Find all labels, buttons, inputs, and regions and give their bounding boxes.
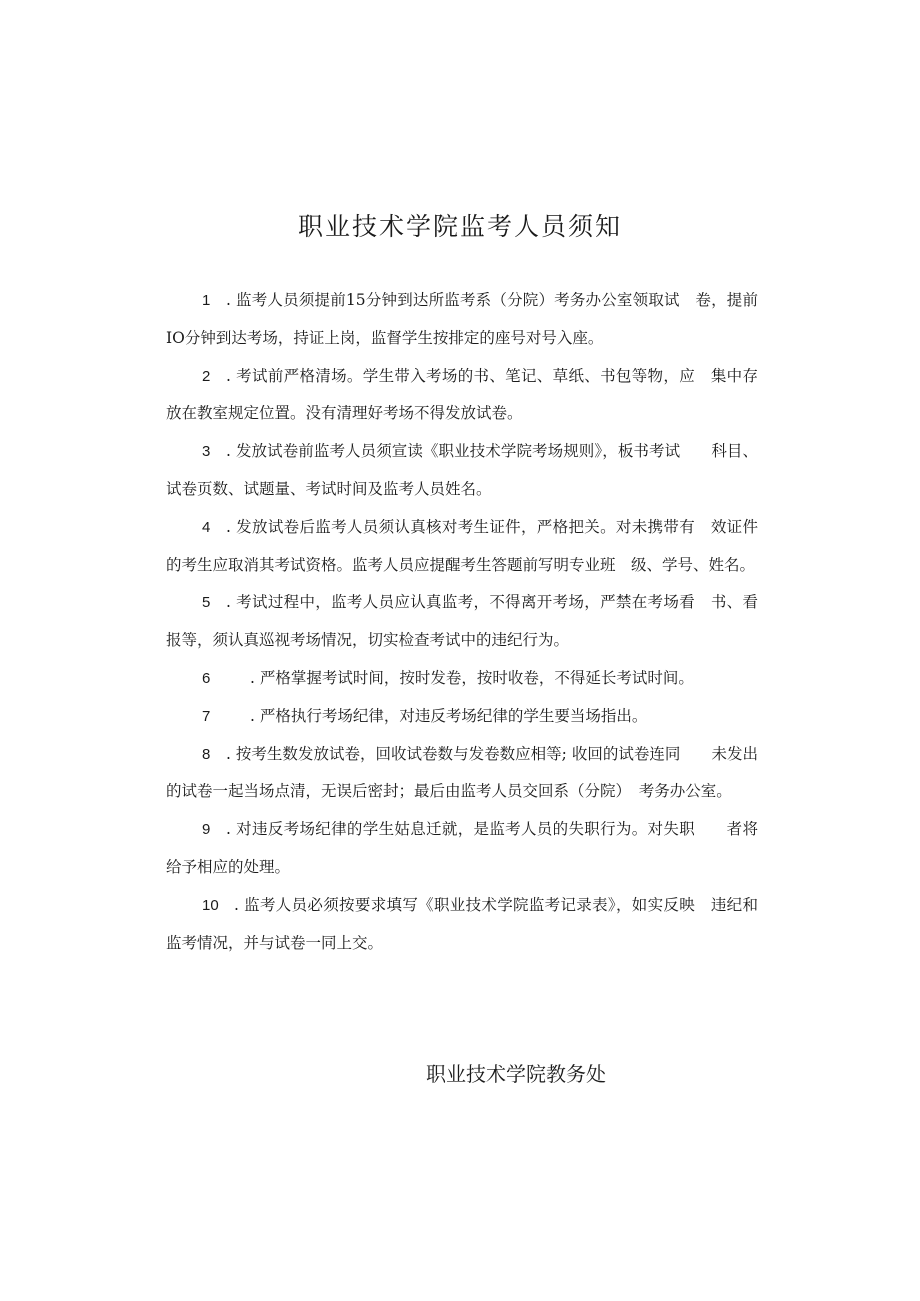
rule-text: . 发放试卷后监考人员须认真核对考生证件，严格把关。对未携带有 效证件的考生应取消其考试资格。监考人员应提醒考生答题前写明专业班 级、学号、姓名。 — [166, 517, 758, 574]
rule-number: 4 — [202, 518, 211, 536]
rule-number: 10 — [202, 896, 219, 914]
rule-item — [166, 358, 758, 434]
rule-text: . 发放试卷前监考人员须宣读《职业技术学院考场规则》，板书考试 科目、试卷页数、试题量、考试时间及监考人员姓名。 — [166, 442, 758, 498]
rule-number: 7 — [202, 707, 211, 725]
rule-item — [166, 282, 758, 358]
rule-item — [166, 811, 758, 887]
rule-text: . 考试前严格清场。学生带入考场的书、笔记、草纸、书包等物，应 集中存放在教室规定位置。没有清理好考场不得发放试卷。 — [166, 366, 758, 423]
rule-number: 9 — [202, 821, 211, 839]
rule-number: 1 — [202, 292, 211, 309]
rule-item — [166, 887, 758, 963]
rule-text: . 严格执行考场纪律，对违反考场纪律的学生要当场指出。 — [250, 706, 648, 725]
rule-item — [166, 698, 758, 736]
rule-item — [166, 584, 758, 660]
rule-text: . 严格掌握考试时间，按时发卷，按时收卷，不得延长考试时间。 — [250, 668, 694, 687]
rule-item — [166, 433, 758, 509]
rule-number: 6 — [202, 669, 211, 687]
rule-number: 5 — [202, 594, 211, 612]
rule-item — [166, 660, 758, 698]
issuer-signature: 职业技术学院教务处 — [426, 1062, 606, 1086]
document-title: 职业技术学院监考人员须知 — [297, 212, 622, 241]
rule-text: . 监考人员必须按要求填写《职业技术学院监考记录表》，如实反映 违纪和监考情况，并与试卷一同上交。 — [166, 895, 758, 952]
rules-list — [166, 282, 758, 962]
rule-text: . 考试过程中，监考人员应认真监考，不得离开考场，严禁在考场看 书、看报等，须认真巡视考场情况，切实检查考试中的违纪行为。 — [166, 593, 758, 650]
rule-number: 8 — [202, 745, 211, 763]
rule-item — [166, 509, 758, 585]
rule-number: 2 — [202, 367, 211, 385]
rule-text: . 按考生数发放试卷，回收试卷数与发卷数应相等; 收回的试卷连同 未发出的试卷一起当场点清，无误后密封；最后由监考人员交回系（分院） 考务办公室。 — [166, 744, 758, 801]
rule-text: . 监考人员须提前15分钟到达所监考系（分院）考务办公室领取试 卷，提前IO分钟到达考场，持证上岗，监督学生按排定的座号对号入座。 — [166, 291, 758, 347]
rule-text: . 对违反考场纪律的学生姑息迁就，是监考人员的失职行为。对失职 者将给予相应的处理。 — [166, 820, 758, 876]
rule-item — [166, 736, 758, 812]
rule-number: 3 — [202, 443, 211, 461]
